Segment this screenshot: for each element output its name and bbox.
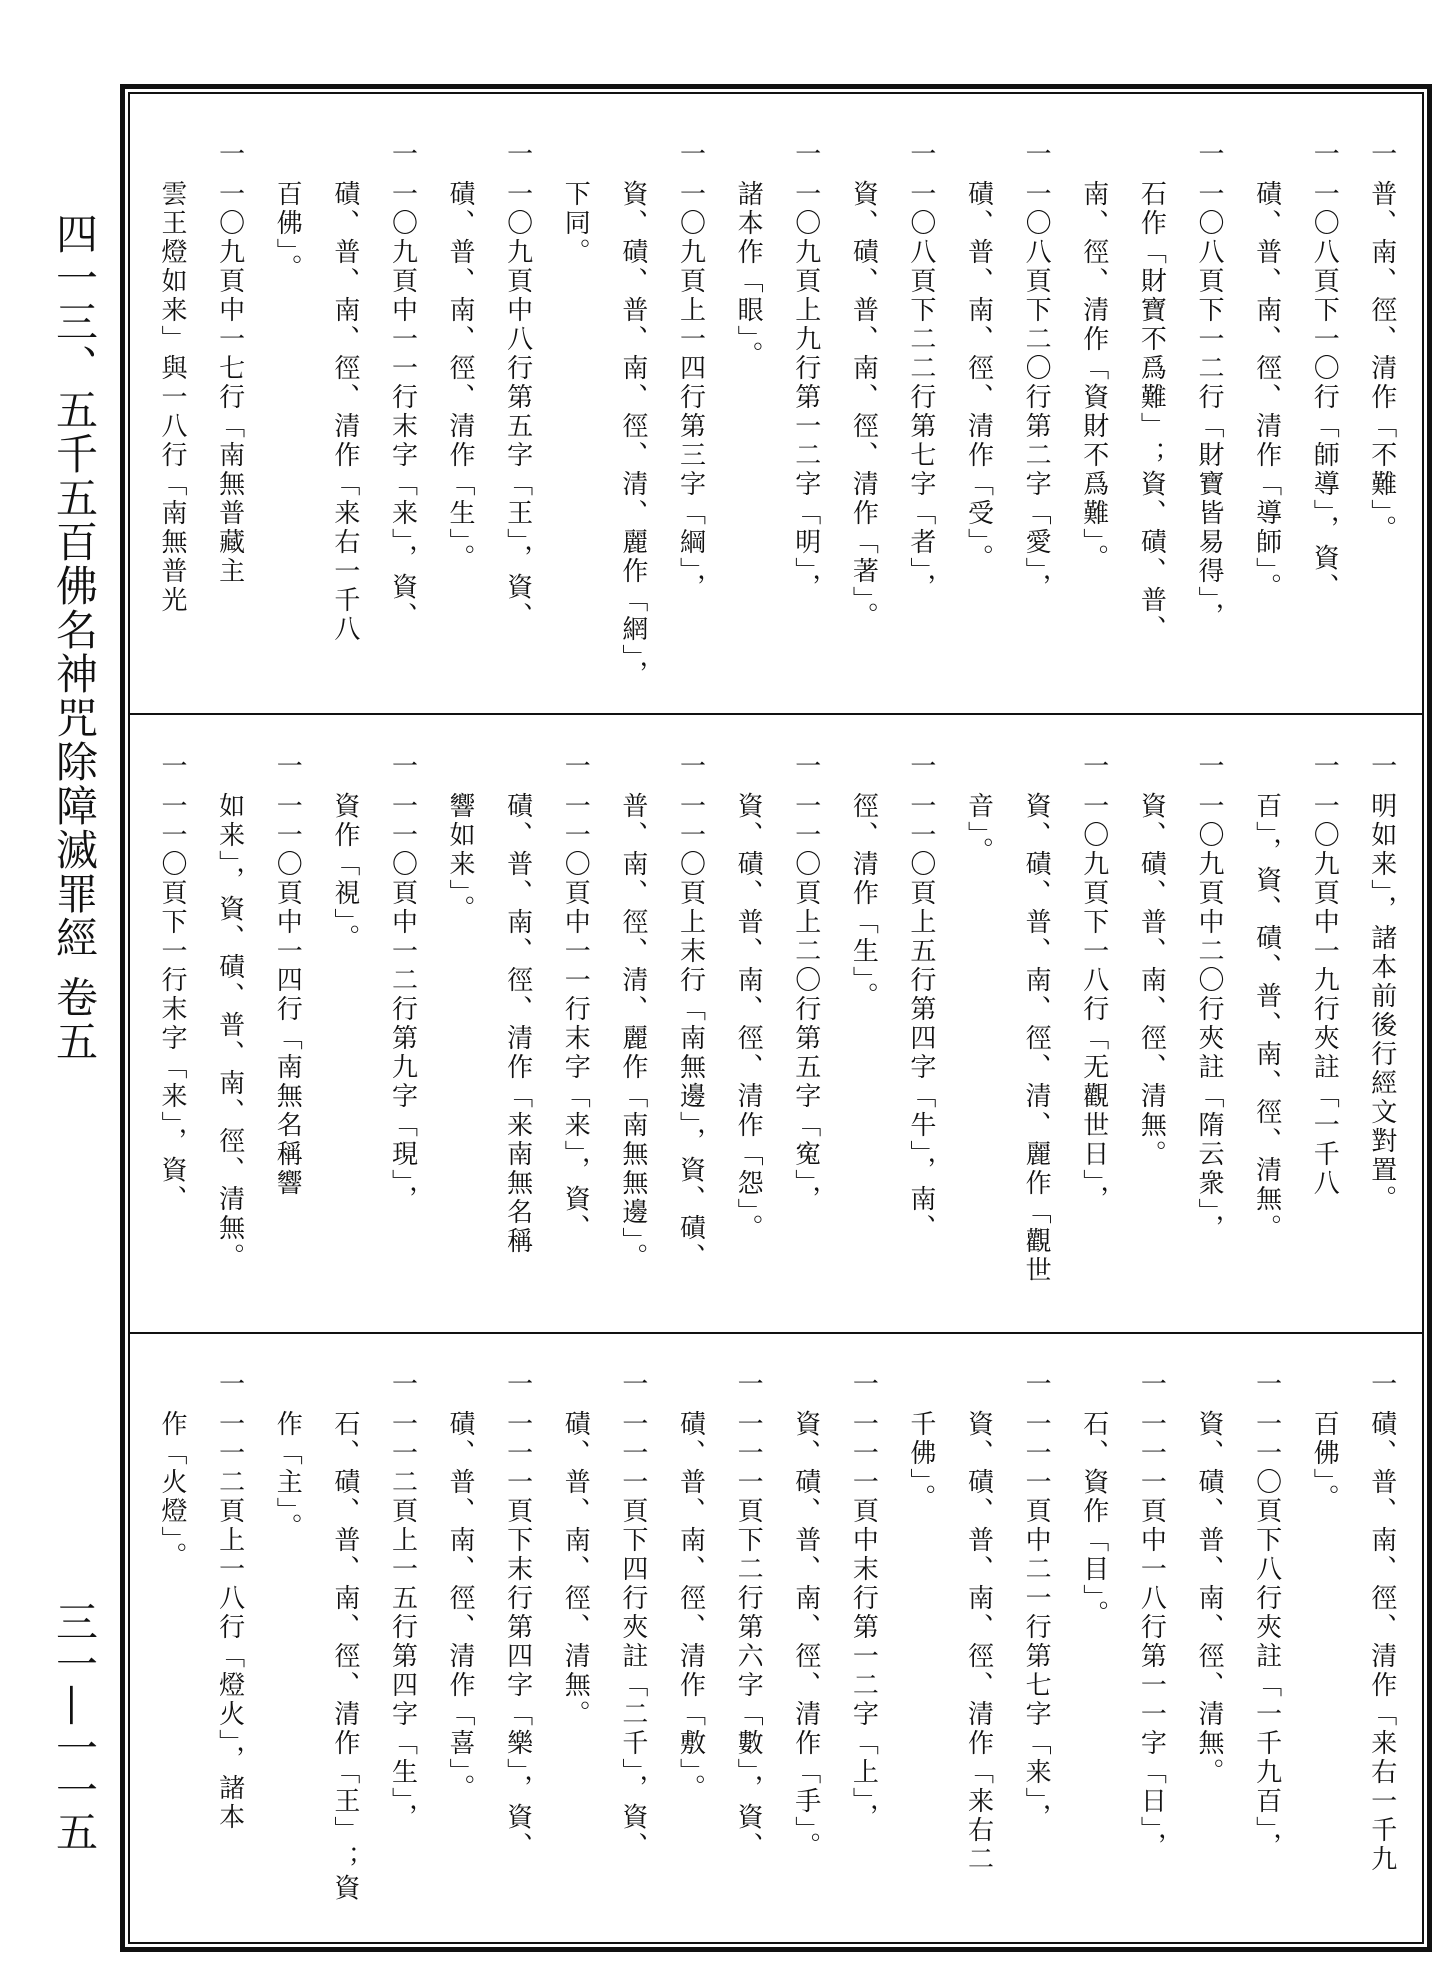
text-column: 下同。 (560, 140, 591, 268)
text-column: 磧、普、南、徑、清作「来右一千八 (329, 140, 360, 645)
text-band-bottom (150, 1370, 1400, 1930)
text-column: 資作「視」。 (329, 752, 360, 954)
text-column: 一 一一〇頁中一四行「南無名稱響 (272, 752, 303, 1199)
text-column: 普、南、徑、清、麗作「南無無邊」。 (617, 752, 648, 1273)
text-column: 徑、清作「生」。 (848, 752, 879, 1012)
text-column: 石作「財寶不爲難」；資、磧、普、 (1136, 140, 1167, 645)
text-column: 一 一〇八頁下一〇行「師導」，資、 (1309, 140, 1340, 603)
band-divider-bottom (128, 1332, 1424, 1334)
text-column: 千佛」。 (905, 1370, 936, 1514)
text-column: 作「主」。 (272, 1370, 303, 1543)
text-column: 資、磧、普、南、徑、清作「怨」。 (733, 752, 764, 1244)
text-column: 一 一〇九頁中二〇行夾註「隋云衆」， (1193, 752, 1224, 1244)
text-column: 磧、普、南、徑、清作「敷」。 (675, 1370, 706, 1804)
text-column: 百佛」。 (272, 140, 303, 284)
text-column: 一 一〇九頁中一一行末字「来」，資、 (387, 140, 418, 632)
text-column: 南、徑、清作「資財不爲難」。 (1078, 140, 1109, 574)
text-column: 一 一一〇頁上二〇行第五字「寃」， (790, 752, 821, 1215)
text-column: 作「火燈」。 (157, 1370, 187, 1572)
text-column: 一 一一一頁下四行夾註「二千」，資、 (617, 1370, 648, 1862)
text-column: 資、磧、普、南、徑、清無。 (1193, 1370, 1224, 1788)
text-column: 磧、普、南、徑、清作「喜」。 (445, 1370, 476, 1804)
text-column: 一 一一一頁中二一行第七字「来」， (1021, 1370, 1052, 1833)
text-column: 一 一一〇頁下八行夾註「一千九百」， (1251, 1370, 1282, 1862)
text-column: 資、磧、普、南、徑、清作「手」。 (790, 1370, 821, 1862)
text-column: 資、磧、普、南、徑、清、麗作「網」， (617, 140, 648, 690)
text-band-top (150, 140, 1400, 700)
text-column: 雲王燈如来」與一八行「南無普光 (157, 140, 187, 616)
text-column: 一 一〇九頁中八行第五字「王」，資、 (502, 140, 533, 632)
text-column: 一 一一〇頁上末行「南無邊」，資、磧、 (675, 752, 706, 1273)
text-column: 一 一一〇頁下一行末字「来」，資、 (157, 752, 187, 1215)
text-column: 一 一一〇頁中一二行第九字「現」， (387, 752, 418, 1215)
text-column: 一 一一〇頁上五行第四字「牛」，南、 (905, 752, 936, 1244)
running-title: 四一三、五千五百佛名神咒除障滅罪經 卷五 (50, 212, 99, 1064)
text-column: 一 一〇九頁中一七行「南無普藏主 (214, 140, 245, 587)
text-column: 一 一一一頁中一八行第一一字「日」， (1136, 1370, 1167, 1862)
text-column: 磧、普、南、徑、清無。 (560, 1370, 591, 1730)
band-divider-top (128, 713, 1424, 715)
text-column: 一 一一二頁上一五行第四字「生」， (387, 1370, 418, 1833)
text-column: 一 一〇九頁上一四行第三字「綱」， (675, 140, 706, 603)
text-column: 一 一〇九頁上九行第一二字「明」， (790, 140, 821, 603)
text-column: 一 一〇八頁下二〇行第二字「愛」， (1021, 140, 1052, 603)
text-column: 石、磧、普、南、徑、清作「王」；資 (329, 1370, 360, 1904)
text-column: 百」，資、磧、普、南、徑、清無。 (1251, 752, 1282, 1244)
text-column: 一 一〇八頁下二二行第七字「者」， (905, 140, 936, 603)
text-column: 一 一〇八頁下一二行「財寶皆易得」， (1193, 140, 1224, 632)
text-column: 一 一一〇頁中一一行末字「来」，資、 (560, 752, 591, 1244)
text-column: 一 一一一頁下二行第六字「數」，資、 (733, 1370, 764, 1862)
text-column: 諸本作「眼」。 (733, 140, 764, 371)
text-column: 資、磧、普、南、徑、清無。 (1136, 752, 1167, 1170)
text-column: 磧、普、南、徑、清作「導師」。 (1251, 140, 1282, 603)
text-column: 一 明如来」，諸本前後行經文對置。 (1366, 752, 1397, 1215)
text-column: 如来」，資、磧、普、南、徑、清無。 (214, 752, 245, 1273)
text-column: 一 一〇九頁下一八行「无觀世日」， (1078, 752, 1109, 1215)
text-column: 資、磧、普、南、徑、清作「著」。 (848, 140, 879, 632)
text-column: 磧、普、南、徑、清作「来南無名稱 (502, 752, 533, 1257)
text-column: 資、磧、普、南、徑、清作「来右二 (963, 1370, 994, 1875)
text-column: 資、磧、普、南、徑、清、麗作「觀世 (1021, 752, 1052, 1286)
text-column: 磧、普、南、徑、清作「生」。 (445, 140, 476, 574)
text-column: 石、資作「目」。 (1078, 1370, 1109, 1630)
text-column: 一 一〇九頁中一九行夾註「一千八 (1309, 752, 1340, 1199)
text-column: 一 一一一頁下末行第四字「樂」，資、 (502, 1370, 533, 1862)
text-band-middle (150, 752, 1400, 1317)
page-number: 三一—一一五 (50, 1600, 99, 1852)
text-column: 一 一一二頁上一八行「燈火」，諸本 (214, 1370, 245, 1833)
text-column: 一 普、南、徑、清作「不難」。 (1366, 140, 1397, 545)
text-column: 一 磧、普、南、徑、清作「来右一千九 (1366, 1370, 1397, 1875)
text-column: 磧、普、南、徑、清作「受」。 (963, 140, 994, 574)
text-column: 百佛」。 (1309, 1370, 1340, 1514)
text-column: 音」。 (963, 752, 994, 867)
text-column: 響如来」。 (445, 752, 476, 925)
text-column: 一 一一一頁中末行第一二字「上」， (848, 1370, 879, 1833)
